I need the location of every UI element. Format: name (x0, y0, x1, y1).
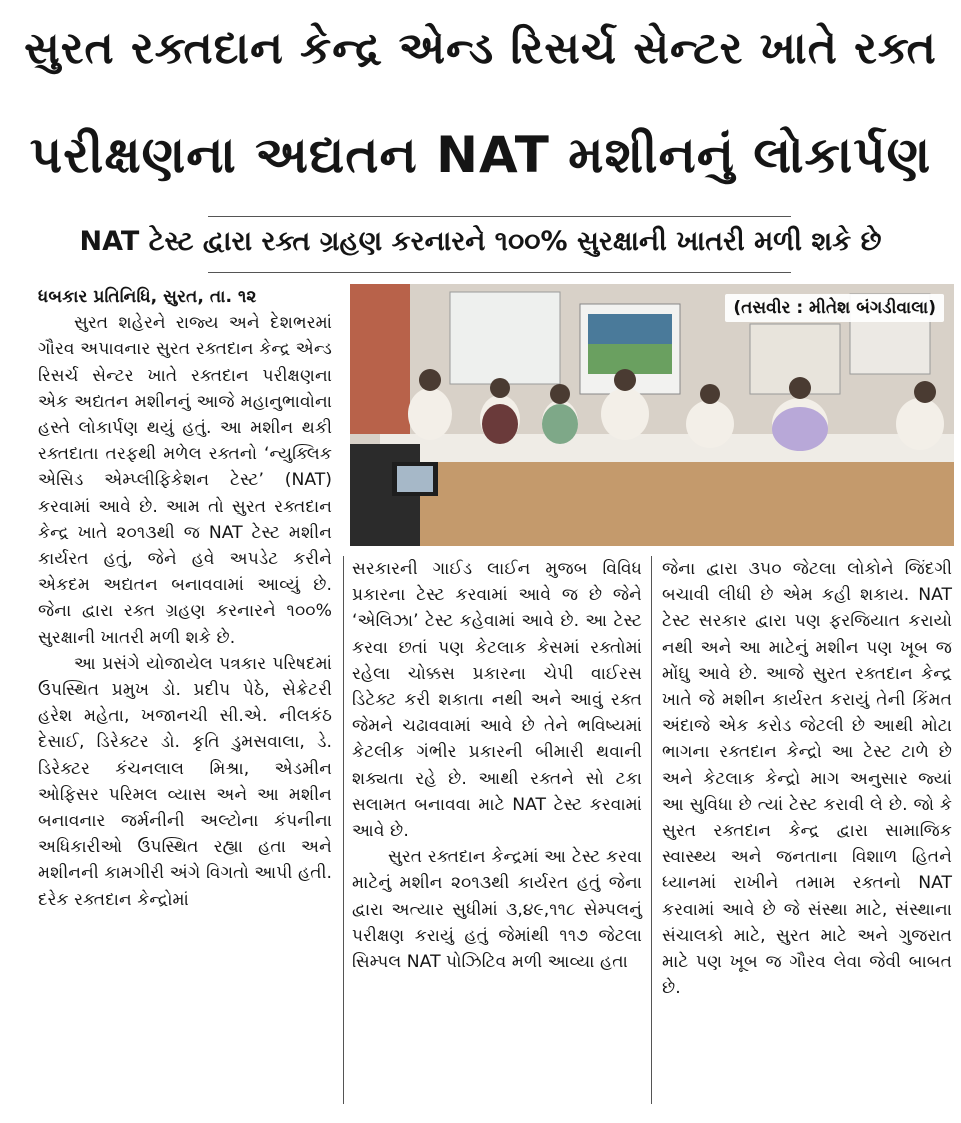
headline-divider-top (208, 216, 791, 217)
press-conference-photo (350, 284, 954, 546)
headline-divider-bottom (208, 272, 791, 273)
paragraph: જેના દ્વારા ૩૫૦ જેટલા લોકોને જિંદગી બચાવી લીધી છે એમ કહી શકાય. NAT ટેસ્ટ સરકાર દ્વારા પણ ફરજિયાત કરાયો નથી અને આ માટેનું મશીન પણ ખૂબ જ મોંઘુ આવે છે. આજે સુરત રક્તદાન કેન્દ્ર ખાતે જે મશીન કાર્યરત કરાયું તેની કિંમત અંદાજે એક કરોડ જેટલી છે આથી મોટા ભાગના રક્તદાન કેન્દ્રો આ ટેસ્ટ ટાળે છે અને કેટલાક કેન્દ્રો માગ અનુસાર જ્યાં આ સુવિધા છે ત્યાં ટેસ્ટ કરાવી લે છે. જો કે સુરત રક્તદાન કેન્દ્ર દ્વારા સામાજિક સ્વાસ્થ્ય અને જનતાના વિશાળ હિતને ધ્યાનમાં રાખીને તમામ રક્તનો NAT કરવામાં આવે છે જે સંસ્થા માટે, સંસ્થાના સંચાલકો માટે, સુરત માટે અને ગુજરાત માટે પણ ખૂબ જ ગૌરવ લેવા જેવી બાબત છે. (662, 559, 952, 999)
column-divider (651, 556, 652, 1104)
byline: ધબકાર પ્રતિનિધિ, સુરત, તા. ૧૨ (38, 287, 257, 307)
article-column-2 (352, 556, 642, 975)
paragraph: સુરત રક્તદાન કેન્દ્રમાં આ ટેસ્ટ કરવા માટેનું મશીન ૨૦૧૩થી કાર્યરત હતું જેના દ્વારા અત્યાર સુધીમાં ૩,૪૯,૧૧૮ સેમ્પલનું પરીક્ષણ કરાયું હતું જેમાંથી ૧૧૭ જેટલા સિમ્પલ NAT પોઝિટિવ મળી આવ્યા હતા (352, 847, 642, 973)
subheadline: NAT ટેસ્ટ દ્વારા રક્ત ગ્રહણ કરનારને ૧૦૦% સુરક્ષાની ખાતરી મળી શકે છે (79, 226, 882, 257)
headline-line-1: સુરત રક્તદાન કેન્દ્ર એન્ડ રિસર્ચ સેન્ટર ખાતે રક્ત (24, 23, 937, 74)
photo-illustration (350, 284, 954, 546)
paragraph: આ પ્રસંગે યોજાયેલ પત્રકાર પરિષદમાં ઉપસ્થિત પ્રમુખ ડો. પ્રદીપ પેઠે, સેક્રેટરી હરેશ મહેતા, ખજાનચી સી.એ. નીલકંઠ દેસાઈ, ડિરેક્ટર ડો. કૃતિ ડુમસવાલા, ડે. ડિરેક્ટર કંચનલાલ મિશ્રા, એડમીન ઓફિસર પરિમલ વ્યાસ અને આ મશીન બનાવનાર જર્મનીની અલ્ટોના કંપનીના અધિકારીઓ ઉપસ્થિત રહ્યા હતા અને મશીનની કામગીરી અંગે વિગતો આપી હતી. દરેક રક્તદાન કેન્દ્રોમાં (38, 653, 332, 910)
paragraph: સુરત શહેરને રાજ્ય અને દેશભરમાં ગૌરવ અપાવનાર સુરત રક્તદાન કેન્દ્ર એન્ડ રિસર્ચ સેન્ટર ખાતે રક્તદાન પરીક્ષણના એક અદ્યતન મશીનનું આજે મહાનુભાવોના હસ્તે લોકાર્પણ થયું હતું. આ મશીન થકી રક્તદાતા તરફથી મળેલ રક્તનો ‘ન્યુક્લિક એસિડ એમ્પ્લીફિકેશન ટેસ્ટ’ (NAT) કરવામાં આવે છે. આમ તો સુરત રક્તદાન કેન્દ્ર ખાતે ૨૦૧૩થી જ NAT ટેસ્ટ મશીન કાર્યરત હતું, જેને હવે અપડેટ કરીને એકદમ અદ્યતન બનાવવામાં આવ્યું છે. જેના દ્વારા રક્ત ગ્રહણ કરનારને ૧૦૦% સુરક્ષાની ખાતરી મળી શકે છે. (38, 313, 332, 648)
photo-caption: (તસવીર : મીતેશ બંગડીવાલા) (725, 294, 944, 322)
paragraph: સરકારની ગાઈડ લાઈન મુજબ વિવિધ પ્રકારના ટેસ્ટ કરવામાં આવે જ છે જેને ‘એલિઝા’ ટેસ્ટ કહેવામાં આવે છે. આ ટેસ્ટ કરવા છતાં પણ કેટલાક કેસમાં રક્તોમાં રહેલા ચોક્કસ પ્રકારના ચેપી વાઈરસ ડિટેક્ટ કરી શકાતા નથી અને આવું રક્ત જેમને ચઢાવવામાં આવે છે તેને ભવિષ્યમાં કેટલીક ગંભીર પ્રકારની બીમારી થવાની શક્યતા રહે છે. આથી રક્તને સો ટકા સલામત બનાવવા માટે NAT ટેસ્ટ કરવામાં આવે છે. (352, 559, 642, 842)
column-divider (343, 556, 344, 1104)
headline-line-2: પરીક્ષણના અદ્યતન NAT મશીનનું લોકાર્પણ (29, 126, 932, 184)
article-column-3 (662, 556, 952, 1001)
article-column-1 (38, 284, 332, 913)
